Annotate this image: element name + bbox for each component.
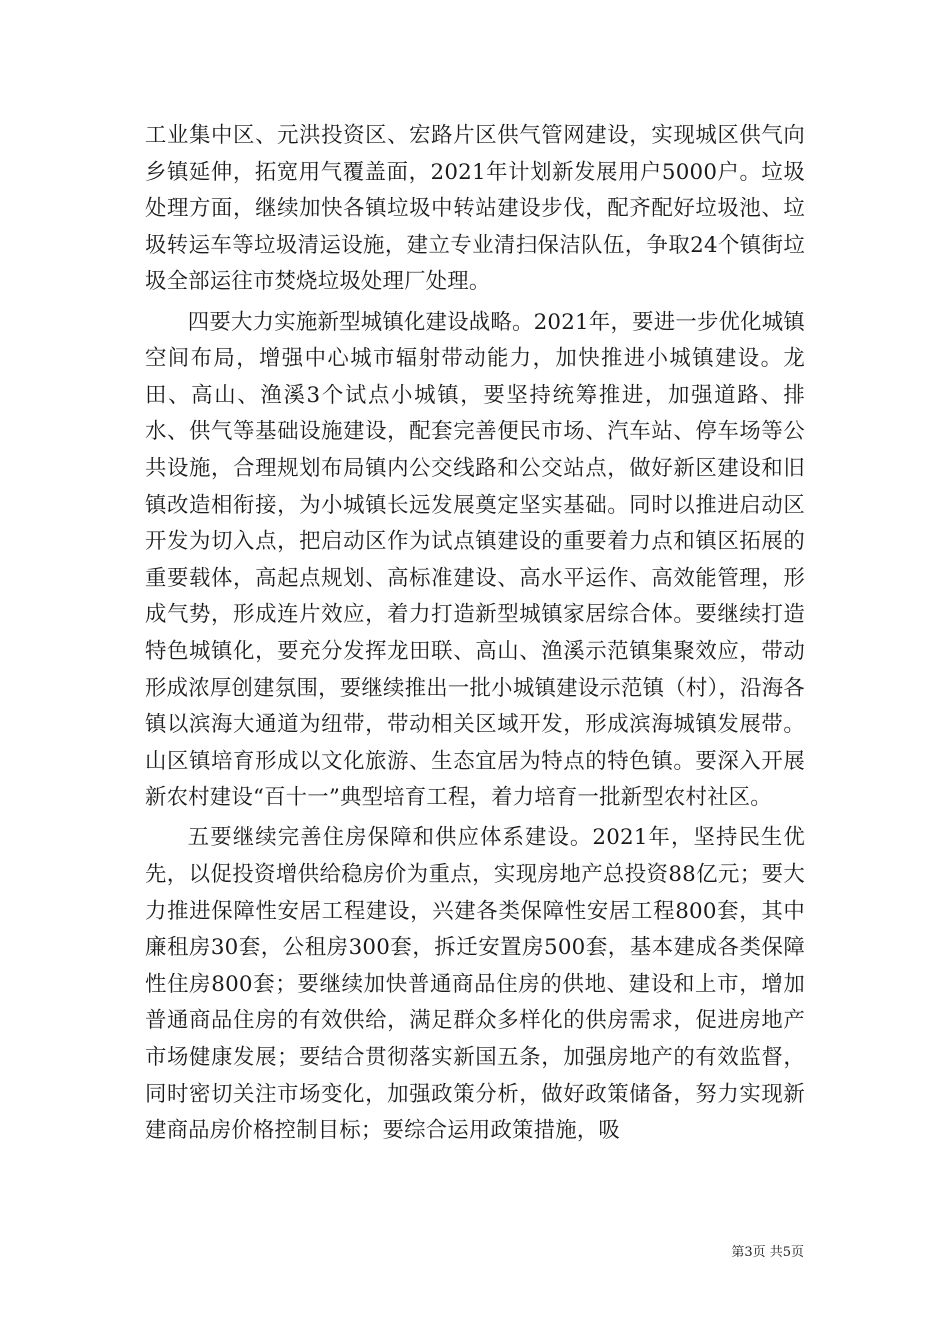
page-number-footer: 第3页 共5页 <box>731 1245 804 1260</box>
paragraph-urbanization-strategy: 四要大力实施新型城镇化建设战略。2021年，要进一步优化城镇空间布局，增强中心城市辐射带动能力，加快推进小城镇建设。龙田、高山、渔溪3个试点小城镇，要坚持统筹推进，加强道路、排水、供气等基础设施建设，配套完善便民市场、汽车站、停车场等公共设施，合理规划布局镇内公交线路和公交站点，做好新区建设和旧镇改造相衔接，为小城镇长远发展奠定坚实基础。同时以推进启动区开发为切入点，把启动区作为试点镇建设的重要着力点和镇区拓展的重要载体，高起点规划、高标准建设、高水平运作、高效能管理，形成气势，形成连片效应，着力打造新型城镇家居综合体。要继续打造特色城镇化，要充分发挥龙田联、高山、渔溪示范镇集聚效应，带动形成浓厚创建氛围，要继续推出一批小城镇建设示范镇（村），沿海各镇以滨海大通道为纽带，带动相关区域开发，形成滨海城镇发展带。山区镇培育形成以文化旅游、生态宜居为特点的特色镇。要深入开展新农村建设“百十一”典型培育工程，着力培育一批新型农村社区。 <box>145 309 805 811</box>
paragraph-housing-security: 五要继续完善住房保障和供应体系建设。2021年，坚持民生优先，以促投资增供给稳房价为重点，实现房地产总投资88亿元；要大力推进保障性安居工程建设，兴建各类保障性安居工程800套，其中廉租房30套，公租房300套，拆迁安置房500套，基本建成各类保障性住房800套；要继续加快普通商品住房的供地、建设和上市，增加普通商品住房的有效供给，满足群众多样化的供房需求，促进房地产市场健康发展；要结合贯彻落实新国五条，加强房地产的有效监督，同时密切关注市场变化，加强政策分析，做好政策储备，努力实现新建商品房价格控制目标；要综合运用政策措施，吸 <box>145 825 805 1144</box>
document-body <box>145 118 805 1153</box>
paragraph-continuation: 工业集中区、元洪投资区、宏路片区供气管网建设，实现城区供气向乡镇延伸，拓宽用气覆盖面，2021年计划新发展用户5000户。垃圾处理方面，继续加快各镇垃圾中转站建设步伐，配齐配好垃圾池、垃圾转运车等垃圾清运设施，建立专业清扫保洁队伍，争取24个镇街垃圾全部运往市焚烧垃圾处理厂处理。 <box>145 123 805 295</box>
